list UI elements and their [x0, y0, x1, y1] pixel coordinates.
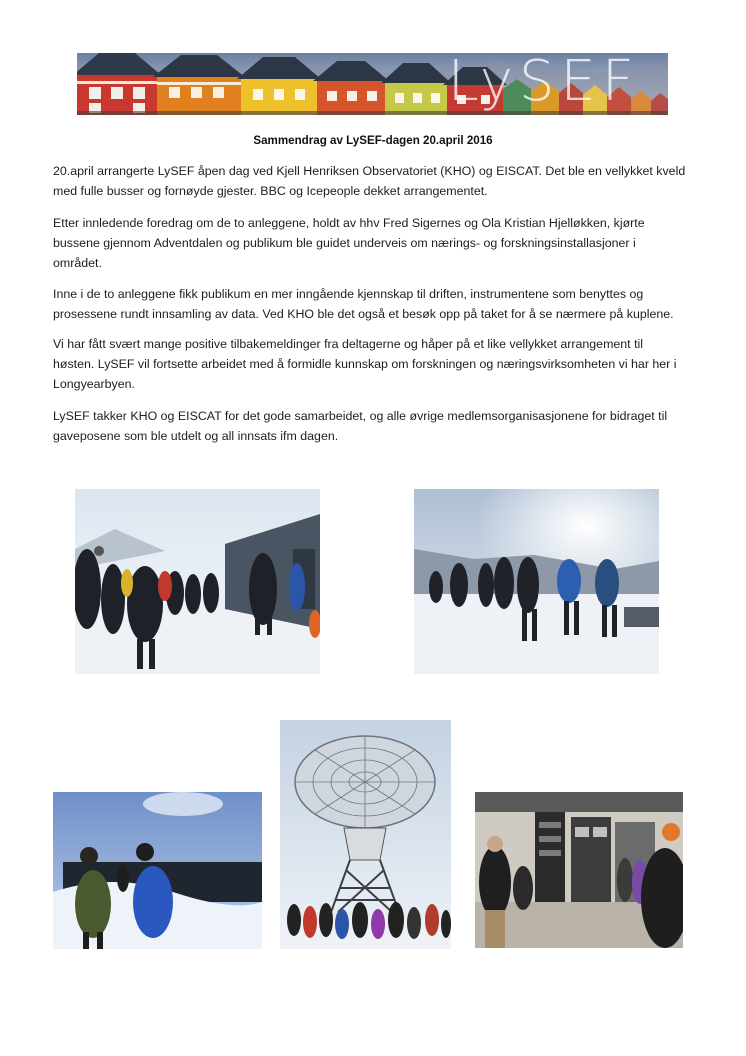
paragraph-line: Etter innledende foredrag om de to anleggene, holdt av hhv Fred Sigernes og Ola Kristian Hjelløkken, kjørte — [53, 216, 645, 230]
paragraph-line: Vi har fått svært mange positive tilbakemeldinger fra deltagerne og håper på et like vellykket arrangement til — [53, 337, 644, 351]
paragraph-line: gaveposene som ble utdelt og all innsats ifm dagen. — [53, 429, 339, 444]
paragraph-line: området. — [53, 256, 102, 271]
paragraph-1 — [53, 161, 698, 201]
paragraph-2 — [53, 213, 698, 274]
document-title: Sammendrag av LySEF-dagen 20.april 2016 — [253, 134, 493, 147]
paragraph-line: 20.april arrangerte LySEF åpen dag ved Kjell Henriksen Observatoriet (KHO) og EISCAT. Det ble en vellykket kveld — [53, 164, 686, 178]
paragraph-line: med fulle busser og fornøyde gjester. BBC og Icepeople dekket arrangementet. — [53, 184, 488, 199]
paragraph-line: Inne i de to anleggene fikk publikum en mer inngående kjennskap til driften, instrumentene som benyttes og — [53, 287, 644, 301]
paragraph-line: LySEF takker KHO og EISCAT for det gode samarbeidet, og alle øvrige medlemsorganisasjonene for bidraget til — [53, 409, 668, 423]
photo-radar-antenna — [280, 720, 451, 949]
paragraph-4 — [53, 334, 698, 395]
photo-equipment-room — [475, 792, 683, 948]
paragraph-line: Longyearbyen. — [53, 377, 135, 392]
photo-crowd-outside-building — [75, 489, 320, 674]
paragraph-line: høsten. LySEF vil fortsette arbeidet med å formidle kunnskap om forskningen og næringsvirksomheten vi har her i — [53, 357, 677, 372]
photo-group-on-roof — [414, 489, 659, 674]
paragraph-line: prosessene rundt innsamling av data. Ved KHO ble det også et besøk opp på taket for å se nærmere på kuplene. — [53, 307, 674, 322]
lysef-logo: LySEF — [447, 53, 640, 114]
paragraph-5 — [53, 406, 698, 446]
lysef-banner — [77, 53, 668, 115]
paragraph-line: bussene gjennom Adventdalen og publikum ble guidet underveis om nærings- og forskningsinstallasjoner i — [53, 236, 636, 251]
photo-people-in-snow — [53, 792, 262, 949]
paragraph-3 — [53, 284, 698, 324]
